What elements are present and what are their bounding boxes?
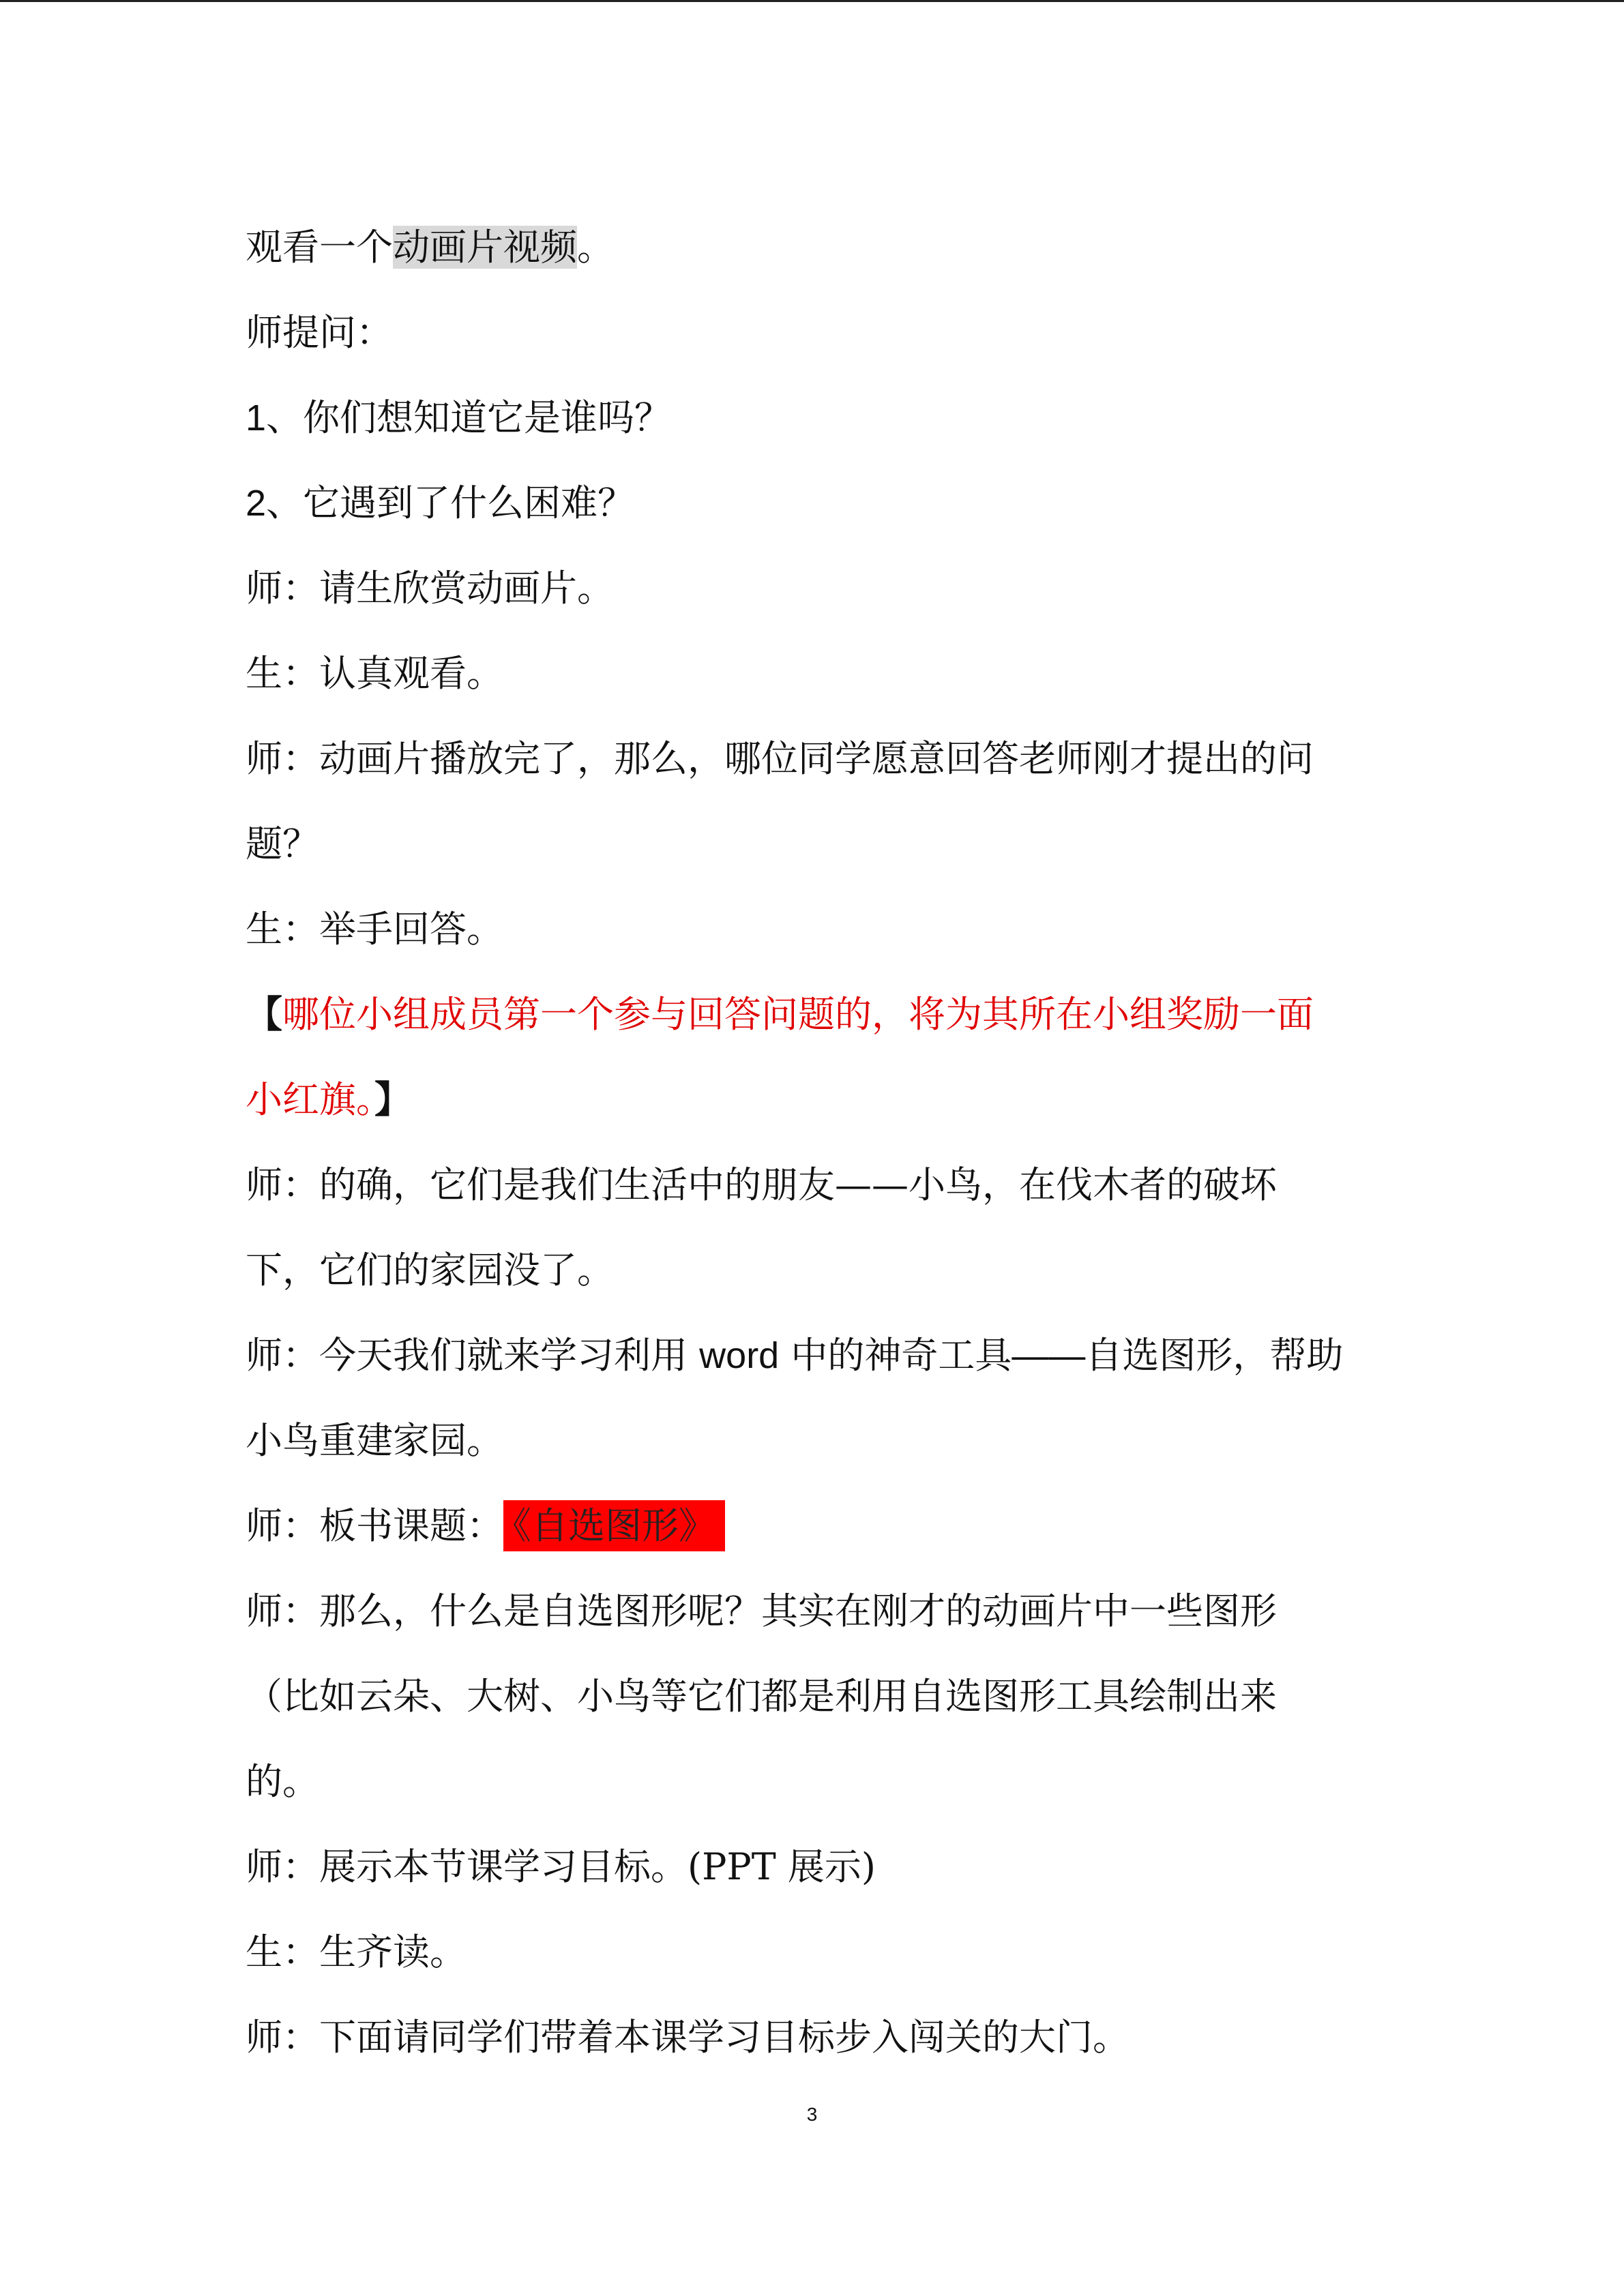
paragraph-board-title (246, 1483, 1378, 1568)
text-segment: 自选图形，帮助 (1085, 1334, 1344, 1377)
paragraph-teacher-question-line1: 师：动画片播放完了，那么，哪位同学愿意回答老师刚才提出的问 (246, 737, 1314, 780)
reward-note-text: 哪位小组成员第一个参与回答问题的，将为其所在小组奖励一面 (282, 993, 1314, 1036)
lesson-title-box: 《自选图形》 (503, 1500, 725, 1551)
paragraph-enter-gate: 师：下面请同学们带着本课学习目标步入闯关的大门。 (246, 2016, 1130, 2059)
text-segment: 。 (577, 226, 614, 269)
document-page-body (246, 205, 1378, 2080)
paragraph-student-watch: 生：认真观看。 (246, 652, 503, 695)
paragraph-today-line2: 小鸟重建家园。 (246, 1419, 503, 1462)
paragraph-student-read: 生：生齐读。 (246, 1930, 467, 1973)
question-2 (246, 460, 1378, 546)
paragraph-birds-line2: 下，它们的家园没了。 (246, 1249, 614, 1292)
paragraph-what-is-line2: （比如云朵、大树、小鸟等它们都是利用自选图形工具绘制出来 (246, 1675, 1277, 1718)
text-segment: 师：板书课题： (246, 1504, 503, 1547)
top-border-line (0, 0, 1624, 2)
paragraph-teacher-watch: 师：请生欣赏动画片。 (246, 567, 614, 610)
close-bracket: 】 (374, 1077, 411, 1121)
highlighted-text: 动画片视频 (393, 226, 577, 269)
paragraph-teacher-question-line2: 题？ (246, 822, 319, 865)
text-segment: 观看一个 (246, 226, 393, 269)
paragraph-what-is-line3: 的。 (246, 1760, 319, 1803)
paragraph-teacher-asks: 师提问： (246, 311, 393, 354)
text-segment: 中的神奇工具 (779, 1334, 1012, 1377)
question-text: 、它遇到了什么困难？ (266, 481, 635, 524)
paragraph-today-line1 (246, 1313, 1378, 1398)
list-number: 1 (246, 398, 267, 438)
reward-note-line1 (246, 972, 1378, 1057)
paragraph-watch-video (246, 205, 1378, 290)
word-text: word (699, 1335, 780, 1376)
dash-text: —— (1012, 1335, 1086, 1376)
question-1 (246, 375, 1378, 460)
page-number: 3 (806, 2104, 818, 2125)
reward-note-line2 (246, 1057, 1378, 1142)
reward-note-text: 小红旗。 (246, 1078, 374, 1121)
open-bracket: 【 (246, 992, 282, 1036)
paragraph-what-is-line1: 师：那么，什么是自选图形呢？其实在刚才的动画片中一些图形 (246, 1590, 1277, 1632)
paragraph-student-answer: 生：举手回答。 (246, 908, 503, 951)
paragraph-birds-line1: 师：的确，它们是我们生活中的朋友——小鸟，在伐木者的破坏 (246, 1163, 1277, 1206)
list-number: 2 (246, 483, 267, 524)
question-text: 、你们想知道它是谁吗？ (266, 396, 672, 439)
paragraph-show-goals: 师：展示本节课学习目标。(PPT 展示) (246, 1845, 876, 1888)
text-segment: 师：今天我们就来学习利用 (246, 1334, 700, 1377)
